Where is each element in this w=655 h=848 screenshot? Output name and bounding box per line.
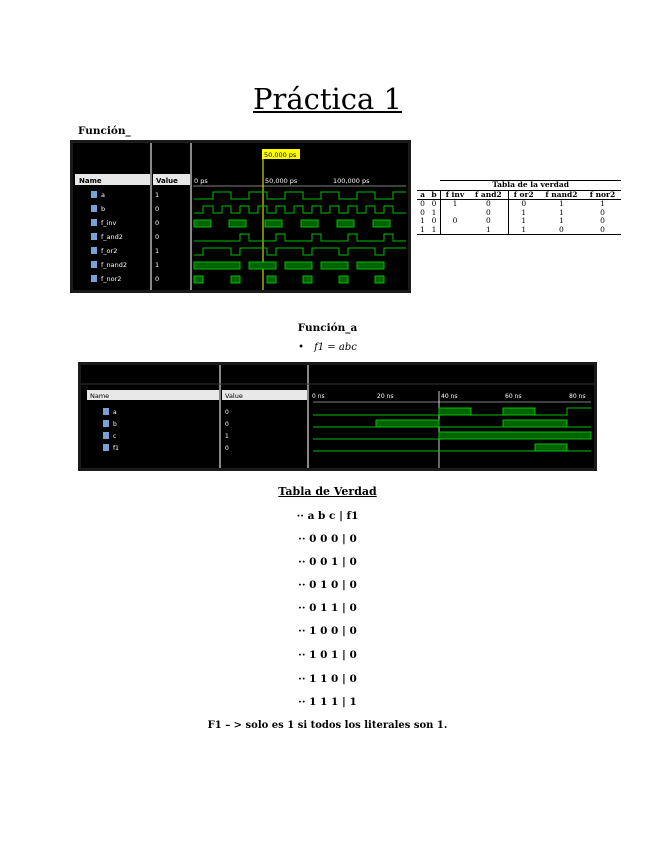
tt-cell: 1 bbox=[508, 209, 539, 218]
wave-f-nand2-seg bbox=[357, 262, 384, 269]
tt-cell: 1 bbox=[431, 224, 437, 234]
tt-cell: 1 bbox=[559, 207, 564, 217]
wave-c-seg bbox=[439, 432, 591, 439]
wave-f-nor2-seg bbox=[267, 276, 276, 283]
wave-f-nor2-seg bbox=[375, 276, 384, 283]
tt-cell: 0 bbox=[431, 199, 437, 208]
truth-row: ·· 0 1 1 | 0 bbox=[298, 602, 357, 614]
waveform-bg bbox=[81, 365, 594, 468]
wave-f-inv-seg bbox=[301, 220, 318, 227]
signal-icon bbox=[91, 233, 97, 240]
tt-cell: 0 bbox=[508, 200, 539, 209]
signal-icon bbox=[91, 191, 97, 198]
signal-icon bbox=[103, 444, 109, 451]
wave-f1-seg bbox=[535, 444, 567, 451]
truth-row: ·· 1 0 0 | 0 bbox=[298, 625, 357, 637]
wave-f-inv-seg bbox=[265, 220, 282, 227]
wave-f-nand2-seg bbox=[321, 262, 348, 269]
name-col-header: Name bbox=[79, 177, 102, 185]
signal-icon bbox=[103, 432, 109, 439]
tt-cell: 0 bbox=[485, 199, 491, 208]
tt-header: f nand2 bbox=[545, 189, 578, 199]
tt-cell: 1 bbox=[485, 224, 491, 234]
signal-value: 1 bbox=[155, 191, 160, 199]
signal-value: 0 bbox=[225, 421, 229, 428]
tt-cell: 1 bbox=[508, 226, 539, 235]
time-label: 0 ns bbox=[312, 393, 325, 400]
wave-f-inv-seg bbox=[337, 220, 354, 227]
signal-icon bbox=[91, 205, 97, 212]
signal-name[interactable]: b bbox=[101, 205, 106, 213]
signal-icon bbox=[91, 219, 97, 226]
truth-row: ·· 0 1 0 | 0 bbox=[298, 579, 357, 591]
tt-cell: 0 bbox=[440, 217, 469, 226]
time-label: 40 ns bbox=[441, 393, 458, 400]
tt-cell bbox=[440, 226, 469, 235]
tt-header: f inv bbox=[440, 190, 469, 200]
signal-value: 0 bbox=[225, 445, 229, 452]
signal-name[interactable]: f_nor2 bbox=[101, 275, 122, 283]
page-title: Práctica 1 bbox=[252, 82, 403, 116]
tt-cell: 0 bbox=[485, 207, 491, 217]
tt-cell: 1 bbox=[559, 216, 564, 225]
tt-cell: 1 bbox=[440, 200, 469, 209]
tt-header: b bbox=[431, 189, 437, 199]
truth-row: ·· a b c | f1 bbox=[296, 510, 359, 522]
signal-icon bbox=[103, 408, 109, 415]
tt-cell: 1 bbox=[600, 199, 605, 208]
time-label: 0 ps bbox=[194, 177, 208, 185]
section2-heading: Función_a bbox=[297, 322, 358, 334]
tt-header: f or2 bbox=[508, 190, 539, 200]
signal-value: 0 bbox=[225, 409, 229, 416]
tt-cell: 0 bbox=[600, 216, 605, 225]
wave-f-nor2-seg bbox=[303, 276, 312, 283]
wave-b-seg bbox=[503, 420, 567, 427]
tt-row bbox=[417, 217, 621, 226]
tt-header: f nor2 bbox=[589, 189, 616, 199]
tt-header: a bbox=[420, 189, 425, 199]
wave-f-nor2-seg bbox=[194, 276, 203, 283]
truth-table-caption: Tabla de la verdad bbox=[440, 181, 621, 191]
tt-cell: 0 bbox=[420, 199, 425, 208]
tt-cell: 1 bbox=[508, 217, 539, 226]
waveform-2-svg bbox=[81, 365, 594, 468]
tt-row bbox=[417, 226, 621, 235]
wave-f-inv-seg bbox=[373, 220, 390, 227]
signal-name[interactable]: f_and2 bbox=[101, 233, 123, 241]
conclusion-note: F1 – > solo es 1 si todos los literales son 1. bbox=[207, 720, 448, 731]
signal-value: 0 bbox=[155, 205, 160, 213]
signal-name[interactable]: f_or2 bbox=[101, 247, 118, 255]
tt-cell: 1 bbox=[559, 199, 564, 208]
wave-a-seg bbox=[503, 408, 535, 415]
signal-name[interactable]: b bbox=[113, 421, 117, 428]
tt-cell: 0 bbox=[431, 216, 437, 225]
wave-f-inv-seg bbox=[229, 220, 246, 227]
wave-f-nor2-seg bbox=[231, 276, 240, 283]
bullet-icon: • bbox=[298, 342, 305, 353]
truth-row: ·· 1 1 0 | 0 bbox=[298, 673, 357, 685]
tt-cell: 0 bbox=[600, 224, 605, 234]
signal-value: 1 bbox=[155, 261, 160, 269]
wave-f-inv-seg bbox=[194, 220, 211, 227]
wave-f-nor2-seg bbox=[339, 276, 348, 283]
tt-row bbox=[417, 209, 621, 218]
tt-cell: 1 bbox=[420, 216, 425, 225]
time-label: 20 ns bbox=[377, 393, 394, 400]
signal-name[interactable]: f_nand2 bbox=[101, 261, 128, 269]
wave-f-nand2-seg bbox=[249, 262, 276, 269]
signal-name[interactable]: a bbox=[113, 409, 117, 416]
signal-name[interactable]: a bbox=[101, 191, 105, 199]
tt-header: f and2 bbox=[475, 189, 502, 199]
signal-value: 1 bbox=[225, 433, 229, 440]
signal-name[interactable]: f_inv bbox=[101, 219, 117, 227]
tt-cell: 0 bbox=[420, 207, 425, 217]
truth-row: ·· 0 0 1 | 0 bbox=[298, 556, 357, 568]
truth-table-title: Tabla de Verdad bbox=[278, 485, 377, 498]
signal-value: 0 bbox=[155, 233, 160, 241]
name-col-header: Name bbox=[90, 392, 110, 400]
wave-a-seg bbox=[439, 408, 471, 415]
time-label: 60 ns bbox=[505, 393, 522, 400]
signal-icon bbox=[103, 420, 109, 427]
waveform-1-svg bbox=[73, 143, 408, 290]
tt-cell: 0 bbox=[559, 224, 564, 234]
tt-cell: 1 bbox=[431, 207, 437, 217]
signal-icon bbox=[91, 275, 97, 282]
time-label: 80 ns bbox=[569, 393, 586, 400]
wave-f-nand2-seg bbox=[194, 262, 240, 269]
simulation-window-2[interactable] bbox=[78, 362, 597, 471]
formula-text: f1 = abc bbox=[314, 342, 357, 353]
signal-value: 0 bbox=[155, 275, 160, 283]
signal-icon bbox=[91, 247, 97, 254]
signal-value: 0 bbox=[155, 219, 160, 227]
tt-row bbox=[417, 200, 621, 209]
truth-row: ·· 1 0 1 | 0 bbox=[298, 649, 357, 661]
signal-name[interactable]: c bbox=[113, 433, 117, 440]
signal-name[interactable]: f1 bbox=[113, 445, 119, 452]
formula-bullet bbox=[0, 342, 655, 353]
wave-f-nand2-seg bbox=[285, 262, 312, 269]
wave-b-seg bbox=[376, 420, 439, 427]
tt-cell: 0 bbox=[600, 207, 605, 217]
tt-cell: 1 bbox=[420, 224, 425, 234]
signal-icon bbox=[91, 261, 97, 268]
simulation-window-1[interactable] bbox=[70, 140, 411, 293]
section1-heading: Función_ bbox=[78, 125, 131, 137]
truth-row: ·· 1 1 1 | 1 bbox=[298, 696, 357, 708]
tt-cell: 0 bbox=[485, 216, 491, 225]
value-col-header: Value bbox=[225, 392, 243, 400]
truth-row: ·· 0 0 0 | 0 bbox=[298, 533, 357, 545]
cursor-marker-label: 50,000 ps bbox=[264, 151, 297, 159]
truth-table-small bbox=[417, 180, 621, 235]
time-label: 50,000 ps bbox=[265, 177, 298, 185]
time-label: 100,000 ps bbox=[333, 177, 370, 185]
value-col-header: Value bbox=[156, 177, 178, 185]
signal-value: 1 bbox=[155, 247, 160, 255]
